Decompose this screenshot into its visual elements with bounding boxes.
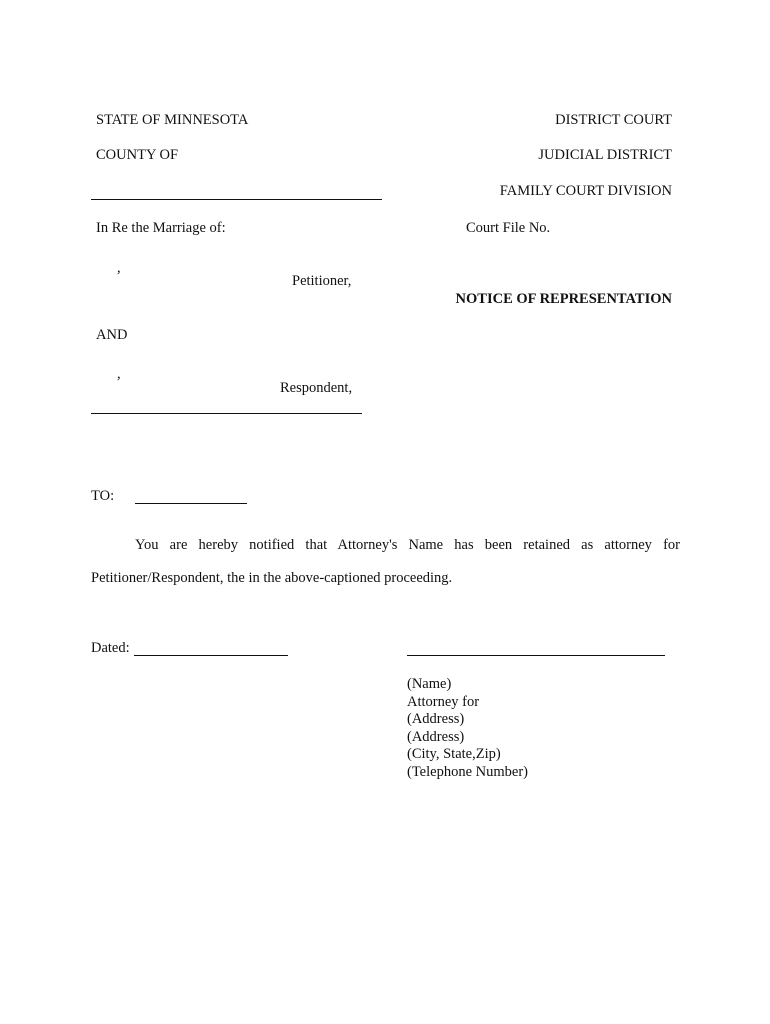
attorney-name: (Name): [407, 676, 452, 692]
document-title: NOTICE OF REPRESENTATION: [455, 291, 672, 307]
attorney-for-label: Attorney for: [407, 693, 480, 710]
petitioner-name-comma: ,: [117, 260, 121, 276]
signature-line: [407, 655, 665, 656]
notice-body-line2: Petitioner/Respondent, the in the above-captioned proceeding.: [91, 570, 453, 586]
division-label: FAMILY COURT DIVISION: [499, 183, 672, 199]
respondent-name-comma: ,: [117, 366, 121, 382]
address-line-1: (Address): [407, 711, 465, 728]
dated-blank-line: [134, 655, 288, 656]
city-state-zip: (City, State,Zip): [407, 746, 501, 763]
district-label: JUDICIAL DISTRICT: [538, 147, 672, 163]
address-line-2: (Address): [407, 728, 465, 745]
respondent-label: Respondent,: [280, 380, 353, 396]
court-file-label: Court File No.: [466, 220, 551, 236]
county-divider-line: [91, 199, 382, 200]
county-label: COUNTY OF: [96, 147, 179, 163]
caption-bottom-line: [91, 413, 362, 414]
court-label: DISTRICT COURT: [555, 112, 672, 128]
to-blank-line: [135, 503, 247, 504]
dated-label: Dated:: [91, 640, 130, 656]
petitioner-label: Petitioner,: [292, 273, 352, 289]
in-re-marriage-label: In Re the Marriage of:: [96, 220, 226, 236]
to-label: TO:: [91, 488, 115, 504]
signature-block: [407, 676, 528, 782]
and-label: AND: [96, 327, 128, 343]
notice-body-line1: You are hereby notified that Attorney's Name has been retained as attorney for: [135, 537, 680, 553]
state-label: STATE OF MINNESOTA: [96, 112, 249, 128]
telephone-number: (Telephone Number): [407, 763, 528, 780]
